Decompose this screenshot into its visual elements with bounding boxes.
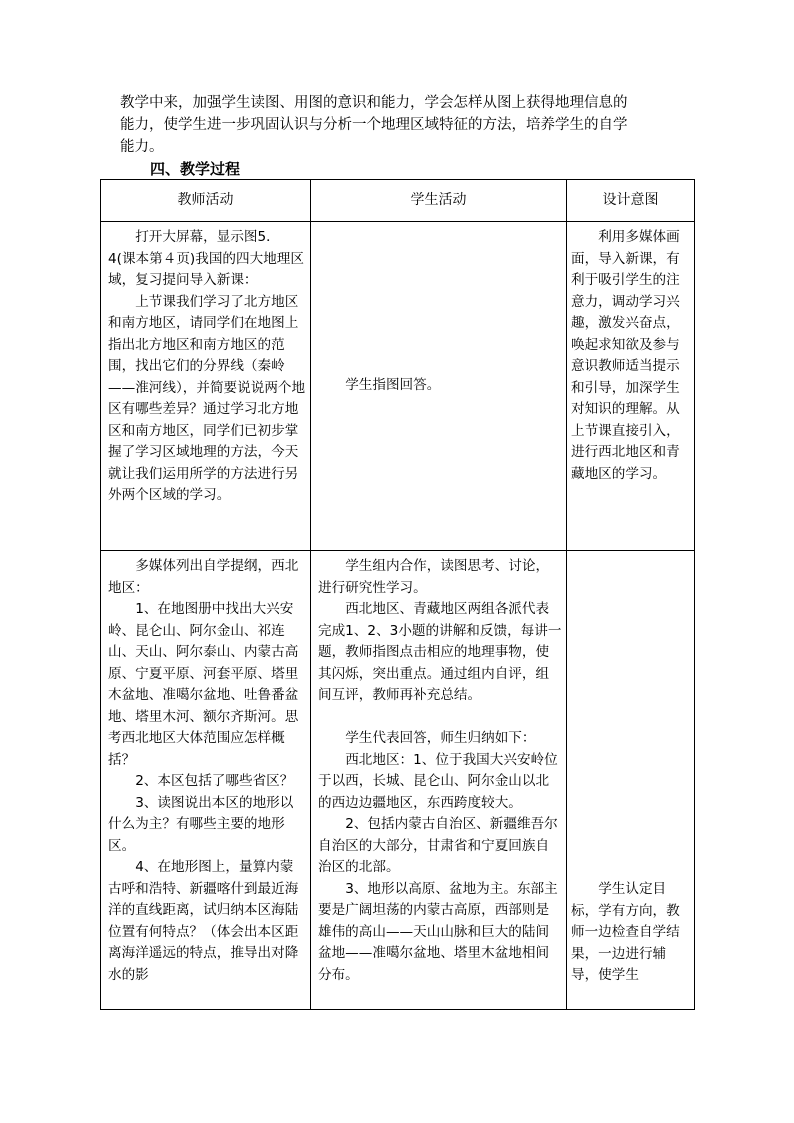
- teacher-paragraph: 上节课我们学习了北方地区和南方地区，请同学们在地图上指出北方地区和南方地区的范围，找出它们的分界线（秦岭——淮河线），并简要说说两个地区有哪些差异？通过学习北方地区和南方地区，同学们已初步掌握了学习区域地理的方法，今天就让我们运用所学的方法进行另外两个区域的学习。: [108, 293, 306, 503]
- student-activity-cell: [311, 551, 567, 1010]
- teacher-paragraph: 3、读图说出本区的地形以什么为主？有哪些主要的地形区。: [108, 794, 294, 854]
- table-row: [101, 551, 695, 1010]
- table-header-row: [101, 180, 695, 222]
- header-teacher-activity: 教师活动: [101, 180, 311, 222]
- intro-line: 能力。: [120, 139, 164, 155]
- intro-line: 能力，使学生进一步巩固认识与分析一个地理区域特征的方法，培养学生的自学: [120, 117, 628, 133]
- student-paragraph: 西北地区、青藏地区两组各派代表完成1、2、3小题的讲解和反馈，每讲一题，教师指图点击相应的地理事物，使其闪烁，突出重点。通过组内自评，组间互评，教师再补充总结。: [318, 601, 562, 703]
- student-paragraph: 学生代表回答，师生归纳如下：: [345, 730, 536, 746]
- intro-line: 教学中来，加强学生读图、用图的意识和能力，学会怎样从图上获得地理信息的: [120, 95, 628, 111]
- student-paragraph: 2、包括内蒙古自治区、新疆维吾尔自治区的大部分，甘肃省和宁夏回族自治区的北部。: [318, 816, 558, 875]
- teacher-activity-cell: [101, 551, 311, 1010]
- teacher-paragraph: 多媒体列出自学提纲，西北地区：: [108, 558, 299, 596]
- student-paragraph: 3、地形以高原、盆地为主。东部主要是广阔坦荡的内蒙古高原，西部则是雄伟的高山——天山山脉和巨大的陆间盆地——准噶尔盆地、塔里木盆地相间分布。: [318, 880, 558, 983]
- student-activity-cell: [311, 222, 567, 551]
- header-design-intent: 设计意图: [567, 180, 695, 222]
- teacher-activity-cell: [101, 222, 311, 551]
- table-row: [101, 222, 695, 551]
- intro-paragraph: [120, 92, 690, 158]
- student-paragraph: 学生组内合作，读图思考、讨论，进行研究性学习。: [318, 558, 550, 596]
- intent-paragraph: 学生认定目标，学有方向，教师一边检查自学结果，一边进行辅导，使学生: [571, 881, 680, 983]
- student-paragraph: 西北地区：1、位于我国大兴安岭位于以西，长城、昆仑山、阿尔金山以北的西边边疆地区，东西跨度较大。: [318, 751, 558, 811]
- intent-paragraph: 利用多媒体画面，导入新课，有利于吸引学生的注意力，调动学习兴趣，激发兴奋点，唤起求知欲及参与意识教师适当提示和引导，加深学生对知识的理解。从上节课直接引入，进行西北地区和青藏地区的学习。: [571, 229, 680, 482]
- design-intent-cell: [567, 222, 695, 551]
- student-paragraph: 学生指图回答。: [345, 377, 441, 394]
- design-intent-cell: [567, 551, 695, 1010]
- teacher-paragraph: 打开大屏幕，显示图5．4(课本第４页)我国的四大地理区域，复习提问导入新课：: [108, 229, 304, 288]
- section-title: 四、教学过程: [150, 160, 241, 178]
- header-student-activity: 学生活动: [311, 180, 567, 222]
- teacher-paragraph: 2、本区包括了哪些省区？: [135, 773, 294, 789]
- teacher-paragraph: 1、在地图册中找出大兴安岭、昆仑山、阿尔金山、祁连山、天山、阿尔泰山、内蒙古高原、宁夏平原、河套平原、塔里木盆地、准噶尔盆地、吐鲁番盆地、塔里木河、额尔齐斯河。思考西北地区大体范围应怎样概括？: [108, 601, 299, 768]
- teacher-paragraph: 4、在地形图上，量算内蒙古呼和浩特、新疆喀什到最近海洋的直线距离，试归纳本区海陆位置有何特点？（体会出本区距离海洋遥远的特点，推导出对降水的影: [108, 859, 299, 983]
- teaching-process-table: [100, 179, 695, 1010]
